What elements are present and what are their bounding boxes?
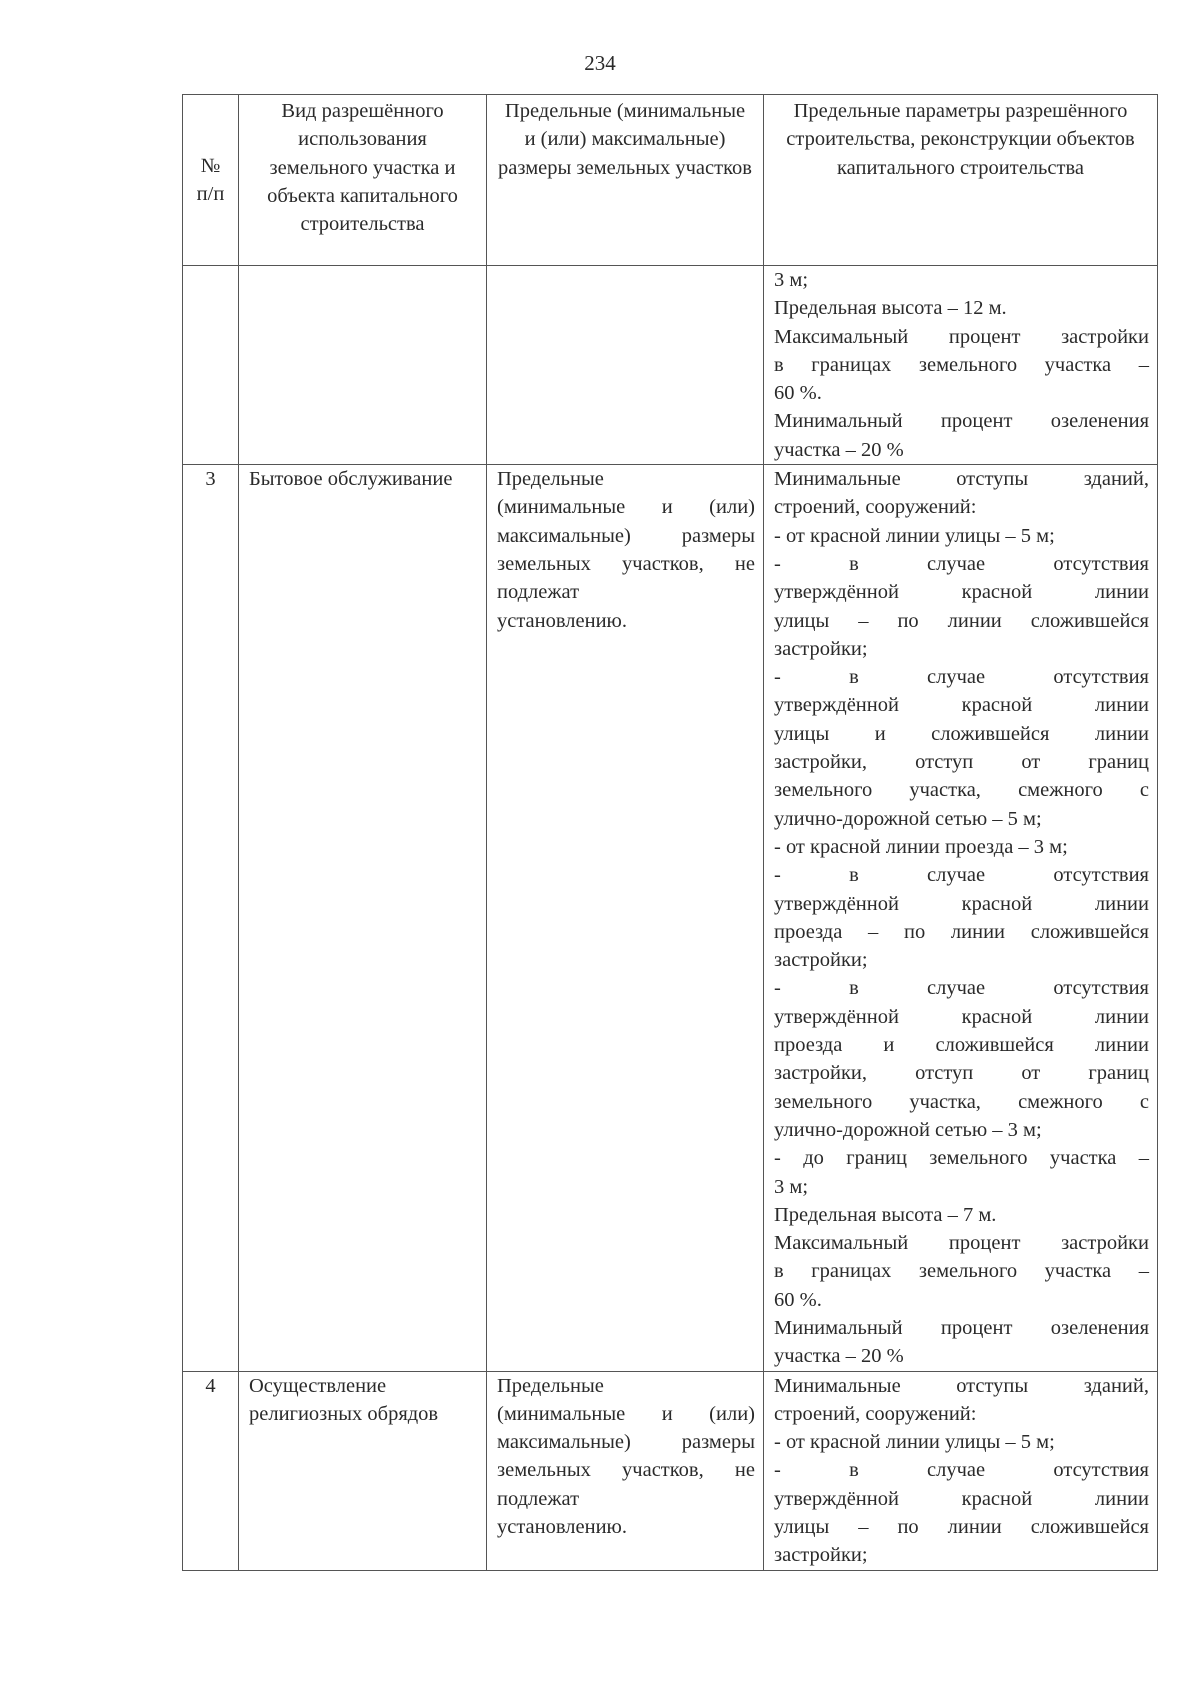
param-line: - до границ земельного участка –: [774, 1147, 1149, 1170]
plot-size-line: подлежат: [497, 581, 580, 604]
row-params: [764, 266, 1158, 465]
header-number-abbr: п/п: [196, 183, 225, 205]
param-line: улично-дорожной сетью – 3 м;: [774, 1118, 1042, 1141]
param-line: Предельная высота – 7 м.: [774, 1203, 997, 1226]
row-plot-size: [487, 266, 764, 465]
param-line: участка – 20 %: [774, 438, 904, 461]
param-line: Минимальные отступы зданий,: [774, 1374, 1149, 1397]
header-number-symbol: №: [200, 154, 221, 177]
param-line: утверждённой красной линии: [774, 581, 1149, 604]
param-line: - от красной линии улицы – 5 м;: [774, 524, 1055, 547]
table-row: [183, 1371, 1158, 1570]
param-line: 3 м;: [774, 269, 809, 291]
param-line: - в случае отсутствия: [774, 977, 1149, 1000]
param-line: - в случае отсутствия: [774, 864, 1149, 887]
plot-size-line: установлению.: [497, 1516, 627, 1539]
param-line: - в случае отсутствия: [774, 666, 1149, 689]
param-line: в границах земельного участка –: [774, 353, 1149, 376]
param-line: застройки;: [774, 949, 868, 972]
header-number: [183, 95, 239, 266]
row-use-type: [239, 266, 487, 465]
param-line: улицы и сложившейся линии: [774, 722, 1149, 745]
param-line: 3 м;: [774, 1175, 809, 1198]
table-row: [183, 266, 1158, 465]
header-use-type: Вид разрешённого использования земельного участка и объекта капитального строительства: [239, 95, 487, 266]
param-line: Минимальный процент озеленения: [774, 1316, 1149, 1339]
param-line: - в случае отсутствия: [774, 1459, 1149, 1482]
param-line: - от красной линии улицы – 5 м;: [774, 1431, 1055, 1454]
row-use-type: Осуществление религиозных обрядов: [239, 1371, 487, 1570]
param-line: утверждённой красной линии: [774, 1487, 1149, 1510]
param-line: - от красной линии проезда – 3 м;: [774, 835, 1068, 858]
plot-size-line: максимальные) размеры: [497, 524, 755, 547]
plot-size-line: подлежат: [497, 1487, 580, 1510]
param-line: земельного участка, смежного с: [774, 1090, 1149, 1113]
row-params: [764, 1371, 1158, 1570]
table-row: [183, 465, 1158, 1372]
page-number: 234: [584, 51, 616, 75]
param-line: застройки, отступ от границ: [774, 1062, 1149, 1085]
param-line: застройки;: [774, 637, 868, 660]
param-line: утверждённой красной линии: [774, 1005, 1149, 1028]
row-plot-size: [487, 1371, 764, 1570]
row-number: 4: [183, 1371, 239, 1570]
table-body: [183, 266, 1158, 1571]
param-line: - в случае отсутствия: [774, 552, 1149, 575]
param-line: участка – 20 %: [774, 1345, 904, 1368]
param-line: улицы – по линии сложившейся: [774, 609, 1149, 632]
param-line: Максимальный процент застройки: [774, 325, 1149, 348]
param-line: улицы – по линии сложившейся: [774, 1516, 1149, 1539]
regulations-table: [182, 94, 1158, 1571]
param-line: 60 %.: [774, 382, 822, 405]
param-line: Максимальный процент застройки: [774, 1232, 1149, 1255]
plot-size-line: максимальные) размеры: [497, 1431, 755, 1454]
row-number: 3: [183, 465, 239, 1372]
row-number: [183, 266, 239, 465]
header-params: Предельные параметры разрешённого строительства, реконструкции объектов капитального строительства: [764, 95, 1158, 266]
plot-size-line: (минимальные и (или): [497, 1402, 755, 1425]
param-line: утверждённой красной линии: [774, 694, 1149, 717]
param-line: утверждённой красной линии: [774, 892, 1149, 915]
param-line: Минимальный процент озеленения: [774, 410, 1149, 433]
header-plot-size: Предельные (минимальные и (или) максимальные) размеры земельных участков: [487, 95, 764, 266]
param-line: проезда и сложившейся линии: [774, 1034, 1149, 1057]
param-line: улично-дорожной сетью – 5 м;: [774, 807, 1042, 830]
param-line: застройки, отступ от границ: [774, 751, 1149, 774]
plot-size-line: земельных участков, не: [497, 1459, 755, 1482]
row-use-type: Бытовое обслуживание: [239, 465, 487, 1372]
param-line: 60 %.: [774, 1288, 822, 1311]
param-line: Минимальные отступы зданий,: [774, 468, 1149, 491]
param-line: Предельная высота – 12 м.: [774, 297, 1007, 320]
plot-size-line: земельных участков, не: [497, 552, 755, 575]
param-line: строений, сооружений:: [774, 496, 977, 519]
param-line: земельного участка, смежного с: [774, 779, 1149, 802]
plot-size-line: (минимальные и (или): [497, 496, 755, 519]
param-line: строений, сооружений:: [774, 1402, 977, 1425]
plot-size-line: установлению.: [497, 609, 627, 632]
param-line: в границах земельного участка –: [774, 1260, 1149, 1283]
plot-size-line: Предельные: [497, 1374, 604, 1397]
row-params: [764, 465, 1158, 1372]
param-line: проезда – по линии сложившейся: [774, 920, 1149, 943]
row-plot-size: [487, 465, 764, 1372]
param-line: застройки;: [774, 1544, 868, 1567]
table-header-row: [183, 95, 1158, 266]
plot-size-line: Предельные: [497, 468, 604, 491]
